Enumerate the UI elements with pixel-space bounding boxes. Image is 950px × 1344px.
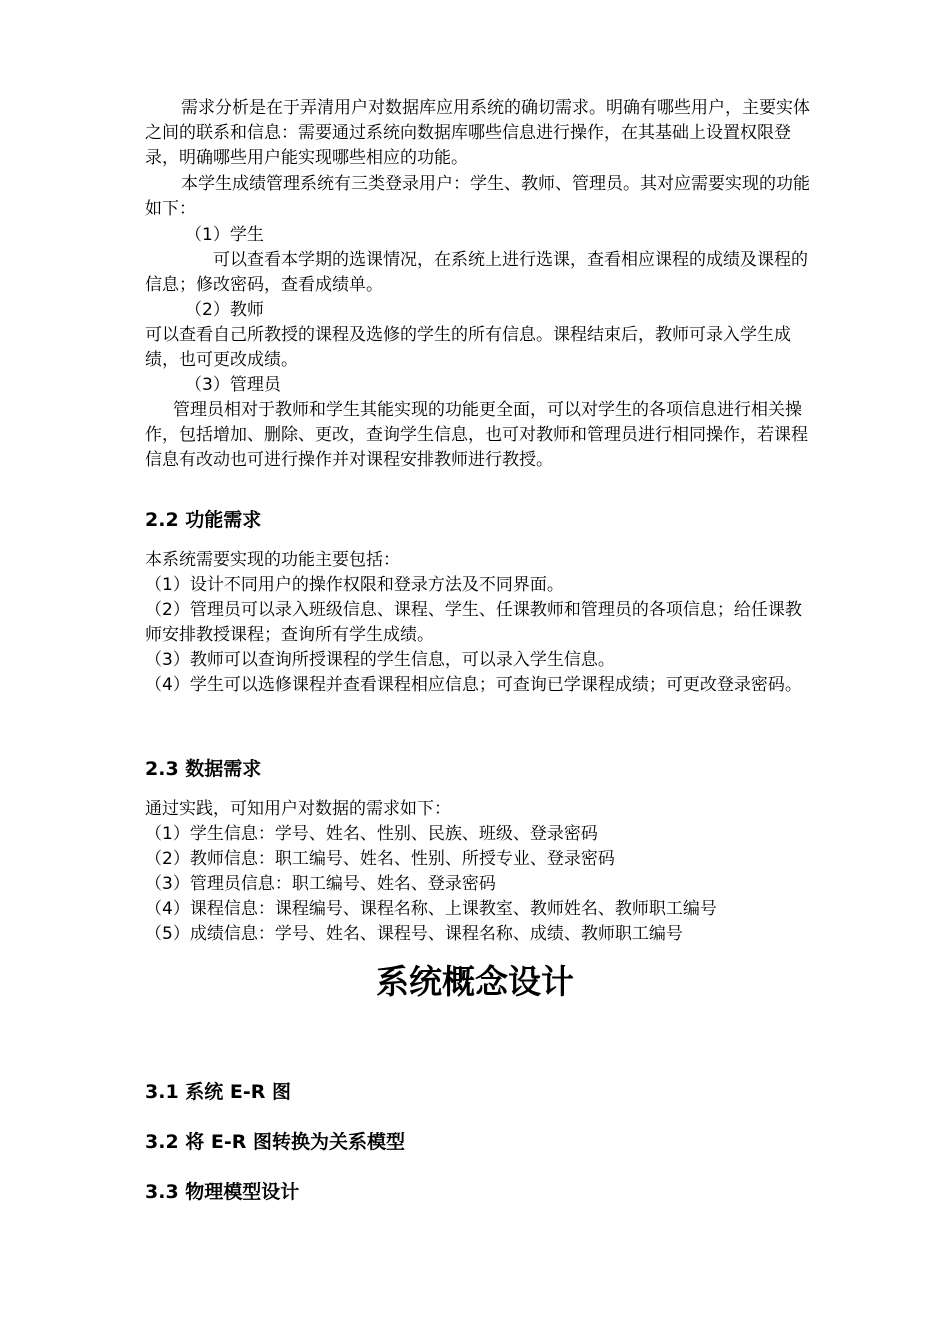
data-item: （4）课程信息：课程编号、课程名称、上课教室、教师姓名、教师职工编号 xyxy=(145,899,717,919)
function-item: （2）管理员可以录入班级信息、课程、学生、任课教师和管理员的各项信息；给任课教师安排教授课程；查询所有学生成绩。 xyxy=(145,600,802,645)
section-3-3-title: 3.3 物理模型设计 xyxy=(145,1181,300,1203)
admin-heading: （3）管理员 xyxy=(185,375,281,395)
data-item: （2）教师信息：职工编号、姓名、性别、所授专业、登录密码 xyxy=(145,849,615,869)
data-intro: 通过实践，可知用户对数据的需求如下： xyxy=(145,799,451,819)
teacher-paragraph: 可以查看自己所教授的课程及选修的学生的所有信息。课程结束后，教师可录入学生成绩，也可更改成绩。 xyxy=(145,325,791,370)
section-2-3-title: 2.3 数据需求 xyxy=(145,758,262,780)
student-heading: （1）学生 xyxy=(185,225,264,245)
chapter-3-title: 系统概念设计 xyxy=(376,962,574,1001)
data-item: （5）成绩信息：学号、姓名、课程号、课程名称、成绩、教师职工编号 xyxy=(145,924,683,944)
requirements-paragraph: 需求分析是在于弄清用户对数据库应用系统的确切需求。明确有哪些用户，主要实体之间的联系和信息：需要通过系统向数据库哪些信息进行操作，在其基础上设置权限登录，明确哪些用户能实现哪些相应的功能。 xyxy=(145,98,810,168)
function-item: （3）教师可以查询所授课程的学生信息，可以录入学生信息。 xyxy=(145,650,615,670)
data-item: （3）管理员信息：职工编号、姓名、登录密码 xyxy=(145,874,496,894)
admin-paragraph: 管理员相对于教师和学生其能实现的功能更全面，可以对学生的各项信息进行相关操作，包括增加、删除、更改，查询学生信息，也可对教师和管理员进行相同操作，若课程信息有改动也可进行操作并对课程安排教师进行教授。 xyxy=(145,400,808,470)
function-item: （4）学生可以选修课程并查看课程相应信息；可查询已学课程成绩；可更改登录密码。 xyxy=(145,675,802,695)
data-item: （1）学生信息：学号、姓名、性别、民族、班级、登录密码 xyxy=(145,824,598,844)
section-3-2-title: 3.2 将 E-R 图转换为关系模型 xyxy=(145,1131,405,1153)
function-item: （1）设计不同用户的操作权限和登录方法及不同界面。 xyxy=(145,575,564,595)
function-intro: 本系统需要实现的功能主要包括： xyxy=(145,550,400,570)
section-3-1-title: 3.1 系统 E-R 图 xyxy=(145,1081,291,1103)
section-2-2-title: 2.2 功能需求 xyxy=(145,509,262,531)
student-paragraph: 可以查看本学期的选课情况，在系统上进行选课，查看相应课程的成绩及课程的信息；修改密码，查看成绩单。 xyxy=(145,250,808,295)
user-types-paragraph: 本学生成绩管理系统有三类登录用户：学生、教师、管理员。其对应需要实现的功能如下： xyxy=(145,174,810,219)
teacher-heading: （2）教师 xyxy=(185,300,264,320)
